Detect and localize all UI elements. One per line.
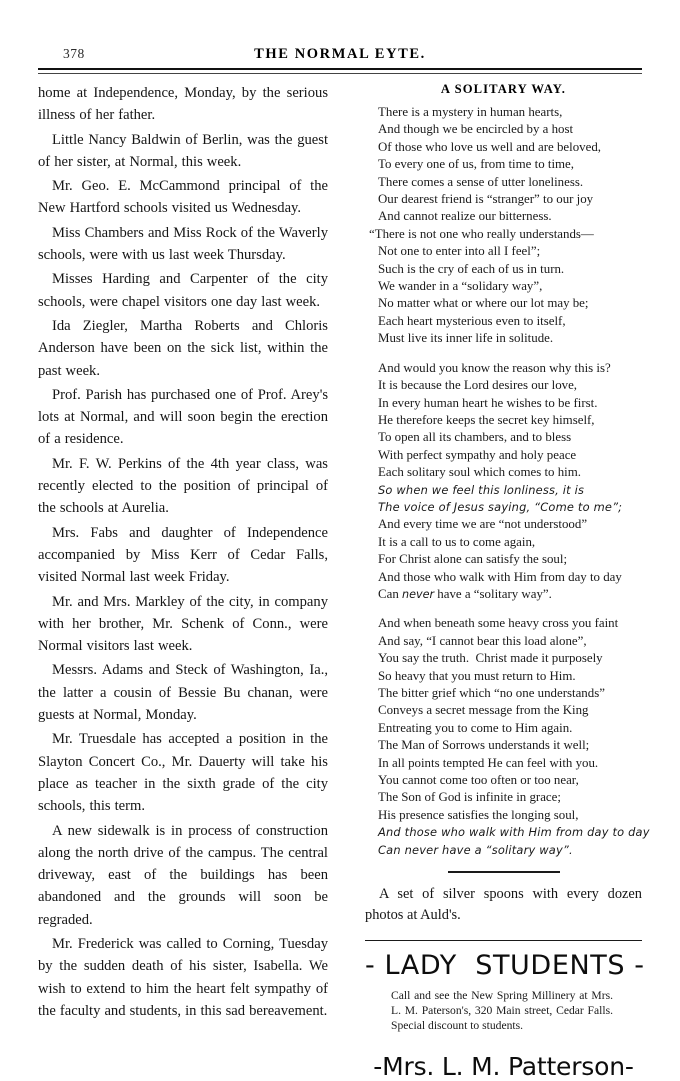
poem-line: Such is the cry of each of us in turn. xyxy=(378,261,565,276)
poem-line: You cannot come too often or too near, xyxy=(378,773,579,788)
advertisement-signature: -Mrs. L. M. Patterson- xyxy=(373,1052,634,1081)
news-paragraph: Ida Ziegler, Martha Roberts and Chloris Anderson have been on the sick list, within the past week. xyxy=(38,317,328,379)
poem-line: Our dearest friend is “stranger” to our joy xyxy=(378,192,594,207)
poem-line: To every one of us, from time to time, xyxy=(378,157,574,172)
news-paragraph: Mr. Geo. E. McCammond principal of the New Hartford schools visited us Wednesday. xyxy=(38,178,328,217)
poem-stanza xyxy=(365,360,642,604)
poem-stanza xyxy=(365,615,650,859)
poem-line: Of those who love us well and are beloved, xyxy=(378,139,602,154)
filler-note: A set of silver spoons with every dozen photos at Auld's. xyxy=(365,885,642,923)
poem-line: It is because the Lord desires our love, xyxy=(378,378,578,393)
poem-line: He therefore keeps the secret key himself, xyxy=(378,412,595,427)
news-paragraph: Mrs. Fabs and daughter of Independence accompanied by Miss Kerr of Cedar Falls, visited Normal last week Friday. xyxy=(38,524,328,586)
poem-line: And those who walk with Him from day to day xyxy=(378,825,650,840)
left-column xyxy=(38,82,328,1024)
poem-line: There is a mystery in human hearts, xyxy=(378,105,563,119)
poem-line: “There is not one who really understands— xyxy=(369,226,594,241)
poem-line: Not one to enter into all I feel”; xyxy=(378,244,541,259)
news-paragraph: A new sidewalk is in process of construction along the north drive of the campus. The central driveway, east of the buildings has been abandoned and the grounds will soon be regraded. xyxy=(38,822,328,928)
poem-line: Entreating you to come to Him again. xyxy=(378,720,573,735)
advertisement-top-rule xyxy=(365,940,642,942)
news-paragraph: Little Nancy Baldwin of Berlin, was the guest of her sister, at Normal, this week. xyxy=(38,131,328,170)
poem-line: And would you know the reason why this is? xyxy=(378,360,611,375)
poem-line: His presence satisfies the longing soul, xyxy=(378,807,579,822)
poem-line: And say, “I cannot bear this load alone”, xyxy=(378,633,587,648)
poem-line: We wander in a “solidary way”, xyxy=(378,279,543,294)
news-paragraph: Messrs. Adams and Steck of Washington, Ia., the latter a cousin of Bessie Bu chanan, were guests at Normal, Monday. xyxy=(38,662,328,724)
poem-line: No matter what or where our lot may be; xyxy=(378,296,589,311)
poem-line: In every human heart he wishes to be first. xyxy=(378,395,598,410)
poem-line: So when we feel this lonliness, it is xyxy=(378,482,585,497)
poem-line: The Son of God is infinite in grace; xyxy=(378,790,561,805)
poem-line: The Man of Sorrows understands it well; xyxy=(378,738,590,753)
poem-line: To open all its chambers, and to bless xyxy=(378,430,572,445)
poem-article xyxy=(365,82,650,859)
news-paragraph: Mr. and Mrs. Markley of the city, in company with her brother, Mr. Schenk of Conn., were Normal visitors last week. xyxy=(38,593,328,655)
poem-line: And though we be encircled by a host xyxy=(378,122,574,137)
advertisement-body: Call and see the New Spring Millinery at Mrs. L. M. Paterson's, 320 Main street, Cedar Falls. Special discount to students. xyxy=(391,989,613,1032)
poem-line: Must live its inner life in solitude. xyxy=(378,331,554,346)
advertisement-headline: - LADY STUDENTS - xyxy=(365,950,645,982)
poem-title: A SOLITARY WAY. xyxy=(440,82,567,96)
page-number: 378 xyxy=(63,46,85,61)
poem-line: With perfect sympathy and holy peace xyxy=(378,447,577,462)
poem-line: It is a call to us to come again, xyxy=(378,534,536,549)
poem-emphasis-word: never xyxy=(402,587,435,601)
news-paragraph: Mr. Frederick was called to Corning, Tuesday by the sudden death of his sister, Isabella. We wish to extend to him the heart felt sympathy of the faculty and students, in this sad bereavement. xyxy=(38,935,328,1019)
poem-line: Each solitary soul which comes to him. xyxy=(378,465,581,480)
masthead-rule-thick xyxy=(38,68,642,70)
news-paragraph: Miss Chambers and Miss Rock of the Waverly schools, were with us last week Thursday. xyxy=(38,224,328,264)
poem-line: The voice of Jesus saying, “Come to me”; xyxy=(378,499,623,514)
poem-line: Conveys a secret message from the King xyxy=(378,703,589,718)
poem-line: For Christ alone can satisfy the soul; xyxy=(378,552,568,567)
poem-line: Can never have a “solitary way”. xyxy=(378,586,552,601)
masthead-rule-thin xyxy=(38,73,642,74)
news-paragraph: home at Independence, Monday, by the serious illness of her father. xyxy=(38,85,328,124)
poem-line: In all points tempted He can feel with you. xyxy=(378,755,599,770)
news-paragraph: Prof. Parish has purchased one of Prof. Arey's lots at Normal, and will soon begin the erection of a residence. xyxy=(38,386,328,448)
section-divider-rule xyxy=(448,871,560,873)
poem-line: The bitter grief which “no one understands” xyxy=(378,686,605,700)
poem-line: There comes a sense of utter loneliness. xyxy=(378,174,584,189)
poem-stanza xyxy=(365,104,642,348)
poem-line: And those who walk with Him from day to day xyxy=(378,569,622,584)
poem-line: You say the truth. Christ made it purposely xyxy=(378,651,603,666)
poem-line: And when beneath some heavy cross you faint xyxy=(378,616,619,631)
right-column xyxy=(365,82,650,1081)
poem-line: And cannot realize our bitterness. xyxy=(378,209,552,224)
news-paragraph: Mr. Truesdale has accepted a position in the Slayton Concert Co., Mr. Dauerty will take his place as teacher in the sixth grade of the city schools, this term. xyxy=(38,731,328,815)
poem-stanzas xyxy=(365,104,650,859)
news-paragraph: Misses Harding and Carpenter of the city schools, were chapel visitors one day last week. xyxy=(38,271,328,310)
poem-line: So heavy that you must return to Him. xyxy=(378,668,576,683)
page-masthead xyxy=(38,46,642,80)
poem-line: Can never have a “solitary way”. xyxy=(378,842,573,857)
poem-line: And every time we are “not understood” xyxy=(378,517,588,532)
news-paragraph: Mr. F. W. Perkins of the 4th year class, was recently elected to the position of principal of the schools at Aurelia. xyxy=(38,455,328,517)
poem-line: Each heart mysterious even to itself, xyxy=(378,313,566,328)
publication-title: THE NORMAL EYTE. xyxy=(254,46,426,62)
advertisement xyxy=(365,950,645,1081)
